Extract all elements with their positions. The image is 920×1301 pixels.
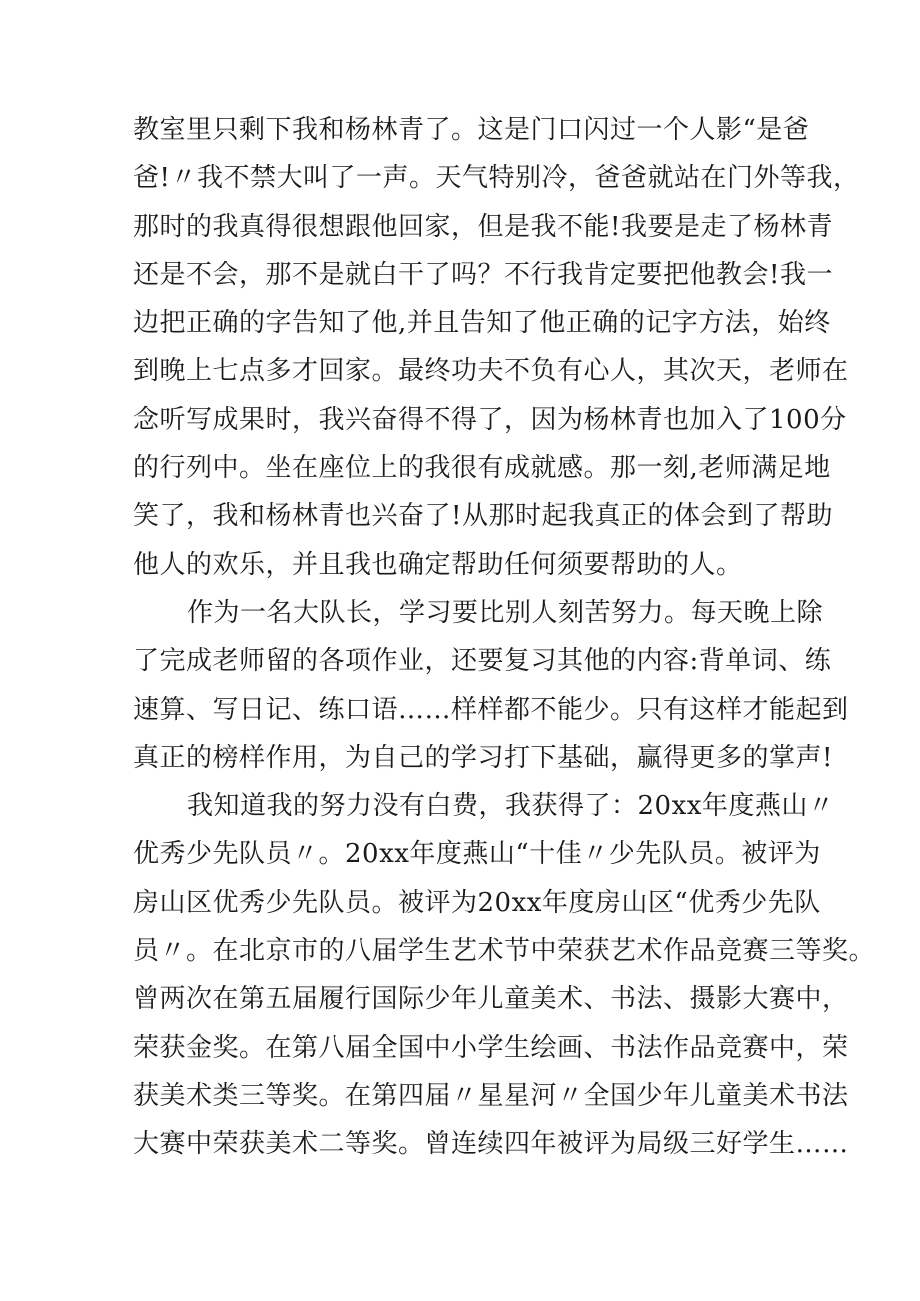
- text-line: 房山区优秀少先队员。被评为20xx年度房山区“优秀少先队: [133, 887, 821, 918]
- paragraph-2: [133, 589, 849, 782]
- text-line: 我知道我的努力没有白费，我获得了：20xx年度燕山〃: [187, 791, 835, 822]
- text-line: 到晚上七点多才回家。最终功夫不负有心人，其次天，老师在: [133, 356, 849, 387]
- text-line: 他人的欢乐，并且我也确定帮助任何须要帮助的人。: [133, 549, 743, 580]
- text-line: 边把正确的字告知了他,并且告知了他正确的记字方法，始终: [133, 308, 831, 339]
- text-line: 还是不会，那不是就白干了吗？不行我肯定要把他教会!我一: [133, 259, 833, 290]
- text-line: 大赛中荣获美术二等奖。曾连续四年被评为局级三好学生……: [133, 1129, 849, 1160]
- paragraph-3: [133, 782, 876, 1168]
- text-line: 那时的我真得很想跟他回家，但是我不能!我要是走了杨林青: [133, 211, 833, 242]
- paragraph-1: [133, 106, 860, 589]
- text-line: 笑了，我和杨林青也兴奋了!从那时起我真正的体会到了帮助: [133, 501, 833, 532]
- text-line: 曾两次在第五届履行国际少年儿童美术、书法、摄影大赛中，: [133, 984, 849, 1015]
- text-line: 教室里只剩下我和杨林青了。这是门口闪过一个人影“是爸: [133, 115, 810, 145]
- text-line: 的行列中。坐在座位上的我很有成就感。那一刻,老师满足地: [133, 453, 831, 484]
- text-line: 获美术类三等奖。在第四届〃星星河〃全国少年儿童美术书法: [133, 1080, 849, 1111]
- text-line: 速算、写日记、练口语……样样都不能少。只有这样才能起到: [133, 694, 849, 725]
- text-line: 作为一名大队长，学习要比别人刻苦努力。每天晚上除: [187, 597, 824, 628]
- text-line: 了完成老师留的各项作业，还要复习其他的内容:背单词、练: [133, 646, 832, 677]
- text-line: 荣获金奖。在第八届全国中小学生绘画、书法作品竞赛中，荣: [133, 1032, 849, 1063]
- text-line: 员〃。在北京市的八届学生艺术节中荣获艺术作品竞赛三等奖。: [133, 936, 876, 967]
- text-line: 念听写成果时，我兴奋得不得了，因为杨林青也加入了100分: [133, 404, 847, 435]
- text-line: 优秀少先队员〃。20xx年度燕山“十佳〃少先队员。被评为: [133, 839, 821, 870]
- text-line: 真正的榜样作用，为自己的学习打下基础，赢得更多的掌声!: [133, 742, 833, 773]
- document-body: [133, 106, 876, 1169]
- text-line: 爸!〃我不禁大叫了一声。天气特别冷，爸爸就站在门外等我，: [133, 163, 860, 194]
